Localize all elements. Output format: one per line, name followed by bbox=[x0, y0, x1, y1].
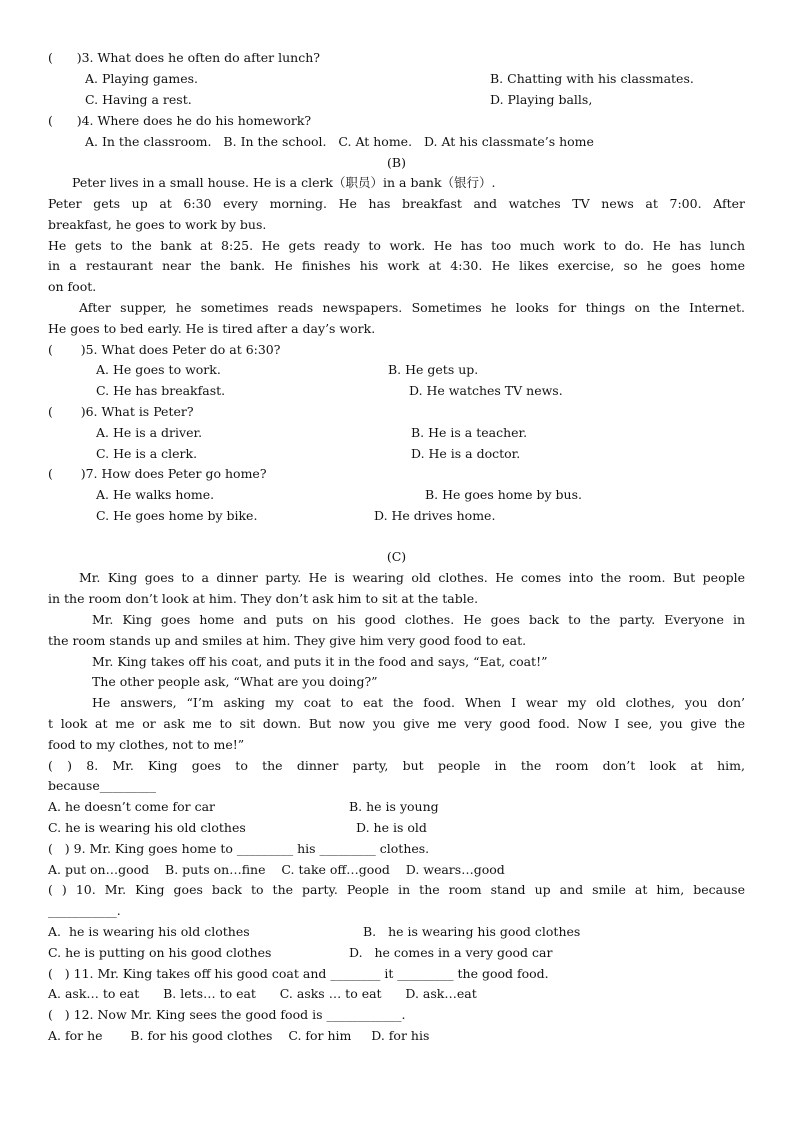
q12-options: A. for he B. for his good clothes C. for him D. for his bbox=[48, 1028, 430, 1043]
passage-b-line: He gets to the bank at 8:25. He gets ready to work. He has too much work to do. He has lunch bbox=[48, 238, 745, 253]
passage-b-line: in a restaurant near the bank. He finishes his work at 4:30. He likes exercise, so he goes home bbox=[48, 258, 745, 273]
q8-option-d: D. he is old bbox=[356, 820, 427, 835]
passage-b-line: Peter lives in a small house. He is a clerk（职员）in a bank（银行）. bbox=[72, 175, 496, 190]
q5-option-a: A. He goes to work. bbox=[96, 362, 221, 377]
passage-b-line: He goes to bed early. He is tired after a day’s work. bbox=[48, 321, 376, 336]
passage-c-line: Mr. King goes home and puts on his good clothes. He goes back to the party. Everyone in bbox=[92, 612, 745, 627]
q6-option-d: D. He is a doctor. bbox=[411, 446, 521, 461]
passage-c-line: Mr. King goes to a dinner party. He is wearing old clothes. He comes into the room. But people bbox=[79, 570, 745, 585]
q3-option-b: B. Chatting with his classmates. bbox=[490, 71, 694, 86]
q10-option-b: B. he is wearing his good clothes bbox=[363, 924, 581, 939]
section-b-heading: (B) bbox=[387, 155, 406, 170]
passage-c-line: the room stands up and smiles at him. They give him very good food to eat. bbox=[48, 633, 527, 648]
q10-option-d: D. he comes in a very good car bbox=[349, 945, 553, 960]
passage-b-line: After supper, he sometimes reads newspapers. Sometimes he looks for things on the Internet. bbox=[79, 300, 745, 315]
q5-option-b: B. He gets up. bbox=[388, 362, 479, 377]
q7-option-d: D. He drives home. bbox=[374, 508, 496, 523]
question-4: ( )4. Where does he do his homework? bbox=[48, 113, 312, 128]
question-8-cont: because_________ bbox=[48, 778, 156, 793]
q5-option-c: C. He has breakfast. bbox=[96, 383, 226, 398]
question-10-cont: ___________. bbox=[48, 903, 121, 918]
q10-option-c: C. he is putting on his good clothes bbox=[48, 945, 272, 960]
passage-b-line: on foot. bbox=[48, 279, 97, 294]
q8-option-a: A. he doesn’t come for car bbox=[48, 799, 216, 814]
q7-option-b: B. He goes home by bus. bbox=[425, 487, 582, 502]
q10-option-a: A. he is wearing his old clothes bbox=[48, 924, 250, 939]
q6-option-b: B. He is a teacher. bbox=[411, 425, 528, 440]
q7-option-a: A. He walks home. bbox=[96, 487, 215, 502]
question-10: ( ) 10. Mr. King goes back to the party. People in the room stand up and smile at him, because bbox=[48, 882, 745, 897]
passage-c-line: Mr. King takes off his coat, and puts it in the food and says, “Eat, coat!” bbox=[92, 654, 548, 669]
passage-b-line: Peter gets up at 6:30 every morning. He has breakfast and watches TV news at 7:00. After bbox=[48, 196, 745, 211]
question-8: ( ) 8. Mr. King goes to the dinner party, but people in the room don’t look at him, bbox=[48, 758, 745, 773]
q8-option-c: C. he is wearing his old clothes bbox=[48, 820, 246, 835]
q6-option-c: C. He is a clerk. bbox=[96, 446, 198, 461]
passage-c-line: t look at me or ask me to sit down. But now you give me very good food. Now I see, you give the bbox=[48, 716, 745, 731]
question-9: ( ) 9. Mr. King goes home to _________ his _________ clothes. bbox=[48, 841, 430, 856]
q3-option-d: D. Playing balls, bbox=[490, 92, 593, 107]
q3-option-c: C. Having a rest. bbox=[85, 92, 192, 107]
question-7: ( )7. How does Peter go home? bbox=[48, 466, 267, 481]
question-3: ( )3. What does he often do after lunch? bbox=[48, 50, 320, 65]
q3-option-a: A. Playing games. bbox=[85, 71, 199, 86]
passage-c-line: He answers, “I’m asking my coat to eat the food. When I wear my old clothes, you don’ bbox=[92, 695, 745, 710]
q4-options: A. In the classroom. B. In the school. C. At home. D. At his classmate’s home bbox=[85, 134, 594, 149]
passage-c-line: The other people ask, “What are you doing?” bbox=[92, 674, 378, 689]
q8-option-b: B. he is young bbox=[349, 799, 439, 814]
question-11: ( ) 11. Mr. King takes off his good coat and ________ it _________ the good food. bbox=[48, 966, 549, 981]
q5-option-d: D. He watches TV news. bbox=[409, 383, 563, 398]
question-12: ( ) 12. Now Mr. King sees the good food is ____________. bbox=[48, 1007, 406, 1022]
q7-option-c: C. He goes home by bike. bbox=[96, 508, 258, 523]
q9-options: A. put on…good B. puts on…fine C. take off…good D. wears…good bbox=[48, 862, 505, 877]
q6-option-a: A. He is a driver. bbox=[96, 425, 203, 440]
section-c-heading: (C) bbox=[386, 549, 407, 564]
question-5: ( )5. What does Peter do at 6:30? bbox=[48, 342, 281, 357]
q11-options: A. ask… to eat B. lets… to eat C. asks … to eat D. ask…eat bbox=[48, 986, 477, 1001]
passage-c-line: food to my clothes, not to me!” bbox=[48, 737, 245, 752]
passage-c-line: in the room don’t look at him. They don’t ask him to sit at the table. bbox=[48, 591, 479, 606]
passage-b-line: breakfast, he goes to work by bus. bbox=[48, 217, 267, 232]
question-6: ( )6. What is Peter? bbox=[48, 404, 194, 419]
